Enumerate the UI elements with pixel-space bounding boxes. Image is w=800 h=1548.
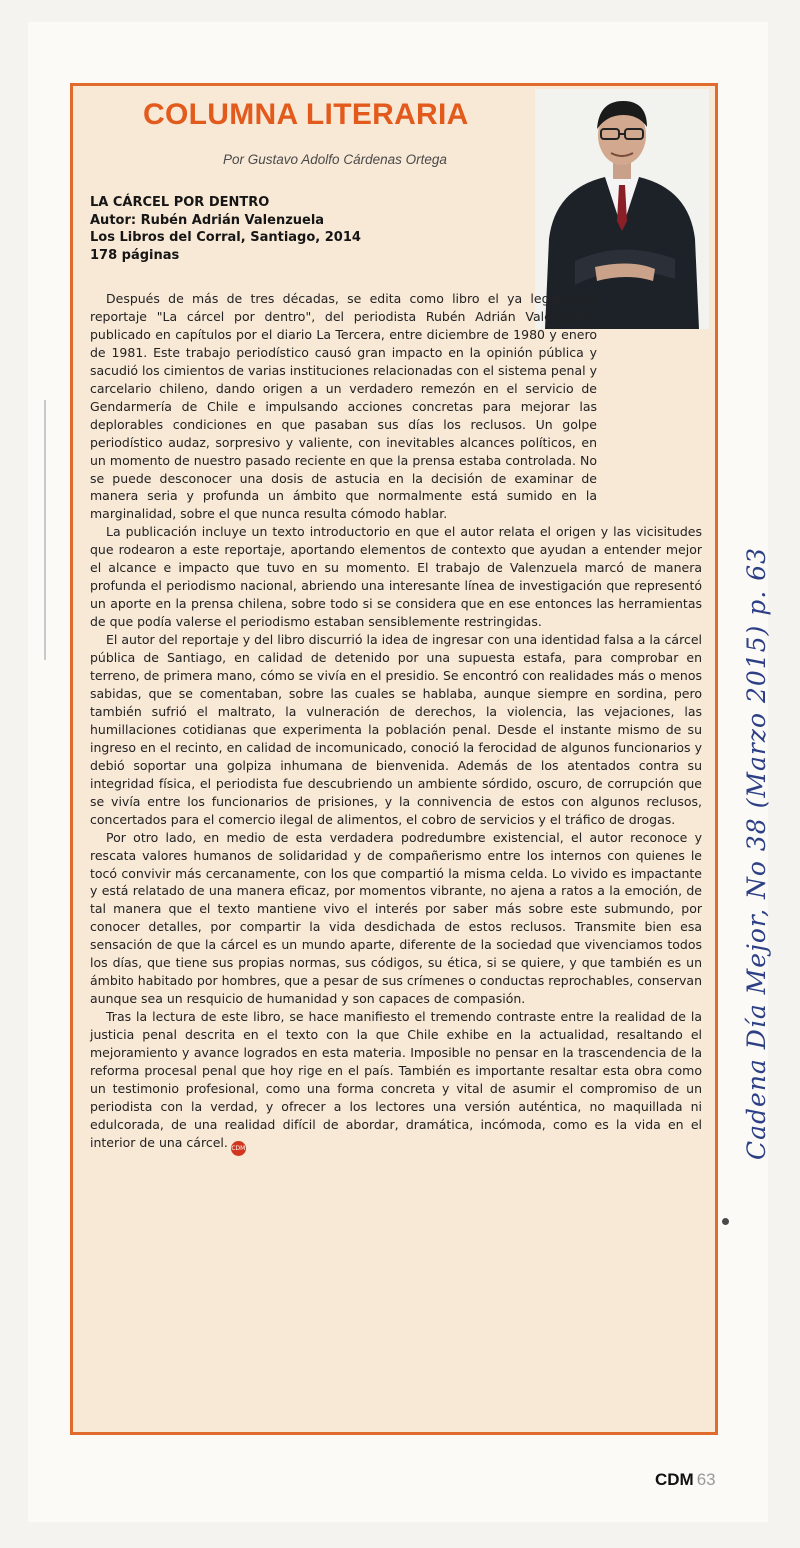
book-author: Autor: Rubén Adrián Valenzuela xyxy=(90,212,325,228)
column-title: COLUMNA LITERARIA xyxy=(143,98,469,131)
footer-page-number: 63 xyxy=(696,1470,716,1489)
article-paragraph-last xyxy=(90,1008,702,1156)
literary-column-box xyxy=(70,83,718,1435)
book-publisher: Los Libros del Corral, Santiago, 2014 xyxy=(90,230,361,245)
book-info xyxy=(90,194,361,264)
article-paragraph: Después de más de tres décadas, se edita como libro el ya legendario reportaje "La cárcel por dentro", del periodista Rubén Adrián Valenzuela, publicado en capítulos por el diario La Tercera, entre diciembre de 1980 y enero de 1981. Este trabajo periodístico causó gran impacto en la opinión pública y sacudió los cimientos de varias instituciones relacionadas con el sistema penal y carcelario chileno, dando origen a un verdadero remezón en el servicio de Gendarmería de Chile e impulsando acciones concretas para mejorar las deplorables condiciones en que pasaban sus días los reclusos. Un golpe periodístico audaz, sorpresivo y valiente, con inevitables alcances políticos, en un momento de nuestro pasado reciente en que la prensa estaba controlada. No se puede desconocer una dosis de astucia en la decisión de examinar de manera seria y profunda un ámbito que normalmente está sumido en la marginalidad, sobre el que nunca resulta cómodo hablar. xyxy=(90,291,597,522)
article-paragraph: Por otro lado, en medio de esta verdadera podredumbre existencial, el autor reconoce y rescata valores humanos de solidaridad y de compañerismo entre los internos con quienes le tocó convivir más cercanamente, con los que compartió la misma celda. Lo vivido es impactante y está relatado de una manera eficaz, por momentos vibrante, no ajena a ratos a la emoción, de tal manera que el texto mantiene vivo el interés por saber más sobre este submundo, por conocer detalles, por compartir la vida desdichada de estos reclusos. Transmite bien esa sensación de que la cárcel es un mundo aparte, diferente de la sociedad que vivenciamos todos los días, que tiene sus propias normas, sus códigos, su ética, si se quiere, y que también es un ámbito habitado por hombres, que a pesar de sus crímenes o conductas reprochables, conservan aunque sea un resquicio de humanidad y son capaces de compasión. xyxy=(90,829,702,1007)
scan-dot xyxy=(722,1218,729,1225)
article-paragraph: El autor del reportaje y del libro discurrió la idea de ingresar con una identidad falsa a la cárcel pública de Santiago, en calidad de detenido por una supuesta estafa, para comprobar en terreno, de primera mano, cómo se vivía en el presidio. Se encontró con realidades más o menos sabidas, que se comentaban, sobre las cuales se hablaba, aunque siempre en sordina, pero también sufrió el maltrato, la vulneración de derechos, la violencia, las vejaciones, las humillaciones cotidianas que experimenta la población penal. Desde el instante mismo de su ingreso en el recinto, en calidad de incomunicado, conoció la ferocidad de algunos funcionarios y debió soportar una golpiza inhumana de bienvenida. Además de los atentados contra su integridad física, el periodista fue descubriendo un ambiente sórdido, oscuro, de corrupción que se vivía entre los funcionarios de prisiones, y la connivencia de estos con algunos reclusos, concertados para el comercio ilegal de alimentos, el cobro de servicios y el tráfico de drogas. xyxy=(90,632,702,827)
article-paragraph-last-text: Tras la lectura de este libro, se hace manifiesto el tremendo contraste entre la realidad de la justicia penal descrita en el texto con la que Chile exhibe en la actualidad, resaltando el mejoramiento y avance logrados en esta materia. Imposible no pensar en la trascendencia de la reforma procesal penal que hoy rige en el país. También es importante resaltar esta obra como un testimonio profesional, como una forma concreta y vital de asumir el compromiso de un periodista con la verdad, y ofrecer a los lectores una versión auténtica, no maquillada ni edulcorada, de una realidad difícil de abordar, dramática, incómoda, como es la vida en el interior de una cárcel. xyxy=(90,1009,702,1150)
book-pages: 178 páginas xyxy=(90,247,180,263)
footer-magazine: CDM xyxy=(655,1470,694,1489)
book-title: LA CÁRCEL POR DENTRO xyxy=(90,195,270,210)
scan-edge-shadow xyxy=(44,400,46,660)
handwritten-annotation: Cadena Día Mejor, No 38 (Marzo 2015) p. 63 xyxy=(742,546,771,1160)
end-mark-icon: CDM xyxy=(231,1141,246,1156)
article-paragraph: La publicación incluye un texto introductorio en que el autor relata el origen y las vicisitudes que rodearon a este reportaje, aportando elementos de contexto que ayudan a entender mejor el alcance e impacto que tuvo en su momento. El trabajo de Valenzuela marcó de manera profunda el periodismo nacional, abriendo una interesante línea de investigación que representó un aporte en la prensa chilena, sobre todo si se considera que en ese entonces las herramientas de que podía valerse el periodismo estaban sensiblemente restringidas. xyxy=(90,524,702,630)
article-body xyxy=(90,290,702,1156)
column-byline: Por Gustavo Adolfo Cárdenas Ortega xyxy=(223,152,447,167)
page-footer xyxy=(655,1470,716,1490)
